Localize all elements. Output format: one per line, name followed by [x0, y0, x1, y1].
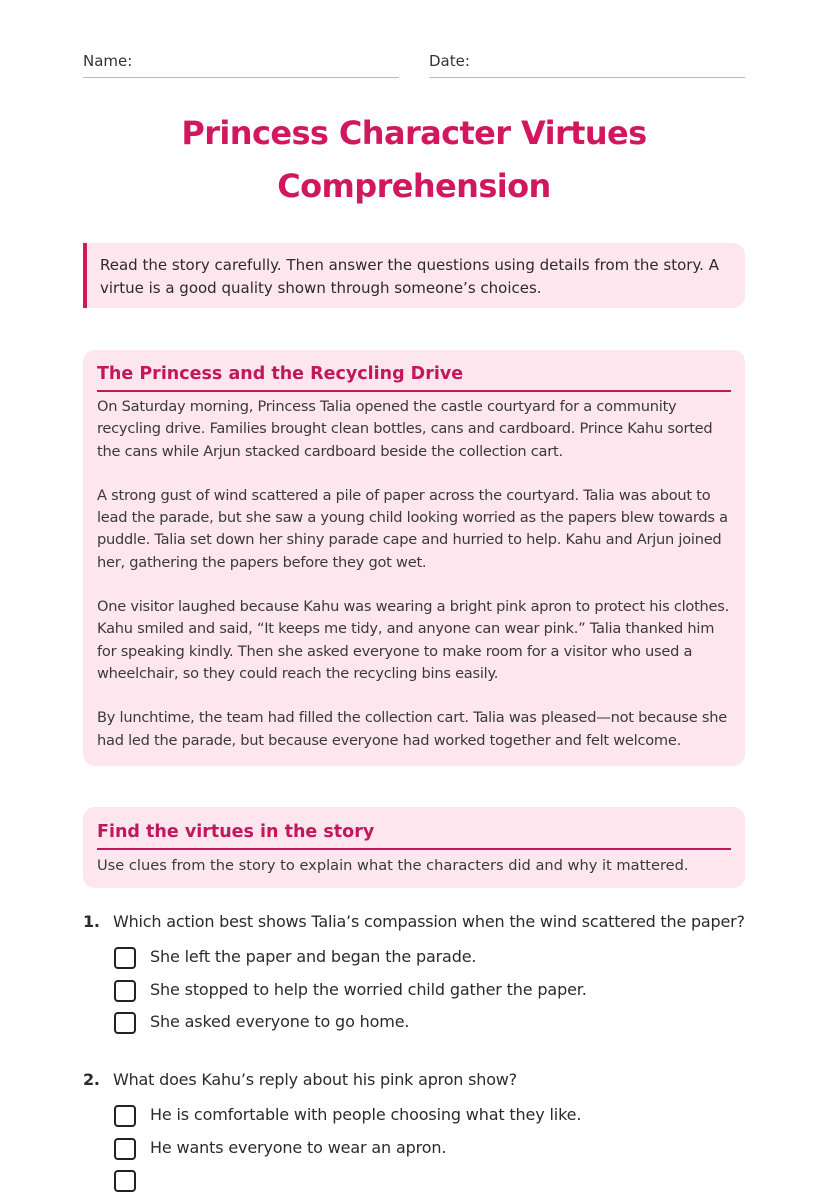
answer-option-text: She stopped to help the worried child gather the paper. — [150, 979, 587, 999]
instructions-box — [83, 243, 745, 308]
answer-option-text: He is comfortable with people choosing what they like. — [150, 1105, 582, 1124]
checkbox[interactable] — [114, 947, 136, 969]
date-label: Date: — [429, 52, 470, 70]
answer-option[interactable] — [114, 976, 745, 1009]
answer-option-text: He wants everyone to wear an apron. — [150, 1137, 447, 1157]
story-paragraph-4: By lunchtime, the team had filled the collection cart. Talia was pleased—not because she had led the parade, but because everyone had worked together and felt welcome. — [97, 709, 727, 749]
question-text: Which action best shows Talia’s compassion when the wind scattered the paper? — [113, 912, 745, 931]
question-1 — [83, 910, 745, 1041]
checkbox[interactable] — [114, 1138, 136, 1160]
answer-option[interactable] — [114, 1008, 745, 1041]
question-number: 1. — [83, 912, 100, 931]
question-2 — [83, 1068, 745, 1199]
checkbox[interactable] — [114, 1105, 136, 1127]
answer-option[interactable] — [114, 943, 745, 976]
title-line-2: Comprehension — [277, 167, 551, 205]
checkbox[interactable] — [114, 1170, 136, 1192]
title-line-1: Princess Character Virtues — [181, 114, 647, 152]
question-text: What does Kahu’s reply about his pink apron show? — [113, 1070, 517, 1089]
story-paragraph-2: A strong gust of wind scattered a pile of paper across the courtyard. Talia was about to lead the parade, but she saw a young child looking worried as the papers blew towards a puddle. Talia set down her shiny parade cape and hurried to help. Kahu and Arjun joined her, gathering the papers before they got wet. — [97, 486, 728, 571]
virtues-section — [83, 807, 745, 888]
story-box — [83, 350, 745, 766]
instructions-text: Read the story carefully. Then answer the questions using details from the story. A virtue is a good quality shown through someone’s choices. — [100, 256, 719, 297]
story-paragraph-1: On Saturday morning, Princess Talia opened the castle courtyard for a community recycling drive. Families brought clean bottles, cans and cardboard. Prince Kahu sorted the cans while Arjun stacked cardboard beside the collection cart. — [97, 398, 713, 460]
story-paragraph-3: One visitor laughed because Kahu was wearing a bright pink apron to protect his clothes. Kahu smiled and said, “It keeps me tidy, and anyone can wear pink.” Talia thanked him for speaking kindly. Then she asked everyone to make room for a visitor who used a wheelchair, so they could reach the recycling bins easily. — [97, 598, 730, 682]
answer-option-text: She asked everyone to go home. — [150, 1012, 410, 1031]
answer-option[interactable] — [114, 1134, 745, 1167]
answer-option-text: She left the paper and began the parade. — [150, 947, 477, 966]
virtues-heading: Find the virtues in the story — [97, 820, 731, 850]
answer-option[interactable] — [114, 1101, 745, 1134]
story-heading: The Princess and the Recycling Drive — [97, 362, 731, 392]
date-field[interactable] — [429, 50, 745, 78]
checkbox[interactable] — [114, 980, 136, 1002]
name-label: Name: — [83, 52, 133, 70]
name-field[interactable] — [83, 50, 399, 78]
checkbox[interactable] — [114, 1012, 136, 1034]
page-title — [83, 107, 745, 213]
question-number: 2. — [83, 1070, 100, 1089]
virtues-subtext: Use clues from the story to explain what the characters did and why it mattered. — [97, 857, 689, 874]
